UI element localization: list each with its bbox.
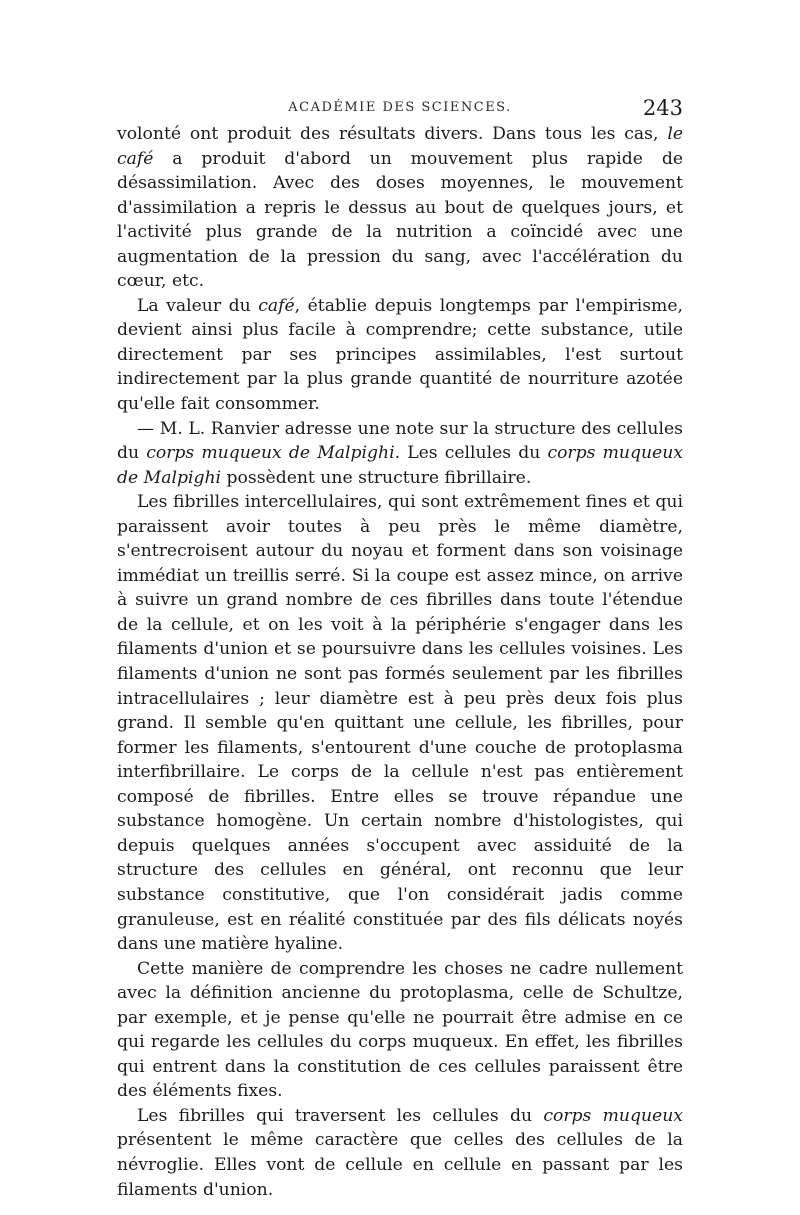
italic-term: le café — [117, 124, 683, 169]
text-run: La valeur du — [137, 295, 259, 316]
italic-term: corps muqueux de Malpighi — [146, 443, 395, 464]
paragraph-protoplasma: Cette manière de comprendre les choses ne cadre nullement avec la définition ancienne du protoplasma, celle de Schultze, par exemple, et je pense qu'elle ne pourrait être admise en ce qui regarde les cellules du corps muqueux. En effet, les fibrilles qui entrent dans la constitution de ces cellules paraissent être des éléments fixes. — [117, 958, 683, 1102]
paragraph-cafe-value — [117, 294, 683, 417]
italic-term: corps muqueux de Malpighi — [117, 443, 683, 488]
page-number: 243 — [642, 96, 683, 120]
paragraph-cafe-effects — [117, 122, 683, 294]
paragraph-nevroglie — [117, 1104, 683, 1202]
text-run: présentent le même caractère que celles des cellules de la névroglie. Elles vont de cellule en cellule en passant par les filaments d'union. — [117, 1130, 683, 1200]
italic-term: café — [258, 295, 295, 316]
text-run: — M. L. Ranvier adresse une note sur la structure des cellules du — [117, 418, 683, 464]
body-text — [117, 122, 683, 1202]
text-run: possèdent une structure fibrillaire. — [221, 467, 532, 488]
paragraph-ranvier-note — [117, 417, 683, 491]
paragraph-fibrilles: Les fibrilles intercellulaires, qui sont extrêmement fines et qui paraissent avoir toutes à peu près le même diamètre, s'entrecroisent autour du noyau et forment dans son voisinage immédiat un treillis serré. Si la coupe est assez mince, on arrive à suivre un grand nombre de ces fibrilles dans toute l'étendue de la cellule, et on les voit à la périphérie s'engager dans les filaments d'union et se poursuivre dans les cellules voisines. Les filaments d'union ne sont pas formés seulement par les fibrilles intracellulaires ; leur diamètre est à peu près deux fois plus grand. Il semble qu'en quittant une cellule, les fibrilles, pour former les filaments, s'entourent d'une couche de protoplasma interfibrillaire. Le corps de la cellule n'est pas entièrement composé de fibrilles. Entre elles se trouve répandue une substance homogène. Un certain nombre d'histologistes, qui depuis quelques années s'occupent avec assiduité de la structure des cellules en général, ont reconnu que leur substance constitutive, que l'on considérait jadis comme granuleuse, est en réalité constituée par des fils délicats noyés dans une matière hyaline. — [117, 492, 683, 955]
text-run: , établie depuis longtemps par l'empirisme, devient ainsi plus facile à comprendre; cette substance, utile directement par ses principes assimilables, l'est surtout indirectement par la plus grande quantité de nourriture azotée qu'elle fait consommer. — [117, 295, 683, 415]
text-run: a produit d'abord un mouvement plus rapide de désassimilation. Avec des doses moyennes, le mouvement d'assimilation a repris le dessus au bout de quelques jours, et l'activité plus grande de la nutrition a coïncidé avec une augmentation de la pression du sang, avec l'accélération du cœur, etc. — [117, 148, 683, 292]
italic-term: corps muqueux — [543, 1105, 683, 1126]
running-title: ACADÉMIE DES SCIENCES. — [288, 100, 512, 115]
text-run: Les fibrilles qui traversent les cellules du — [137, 1105, 544, 1126]
text-run: . Les cellules du — [394, 443, 548, 464]
text-run: volonté ont produit des résultats divers. Dans tous les cas, — [117, 124, 668, 144]
